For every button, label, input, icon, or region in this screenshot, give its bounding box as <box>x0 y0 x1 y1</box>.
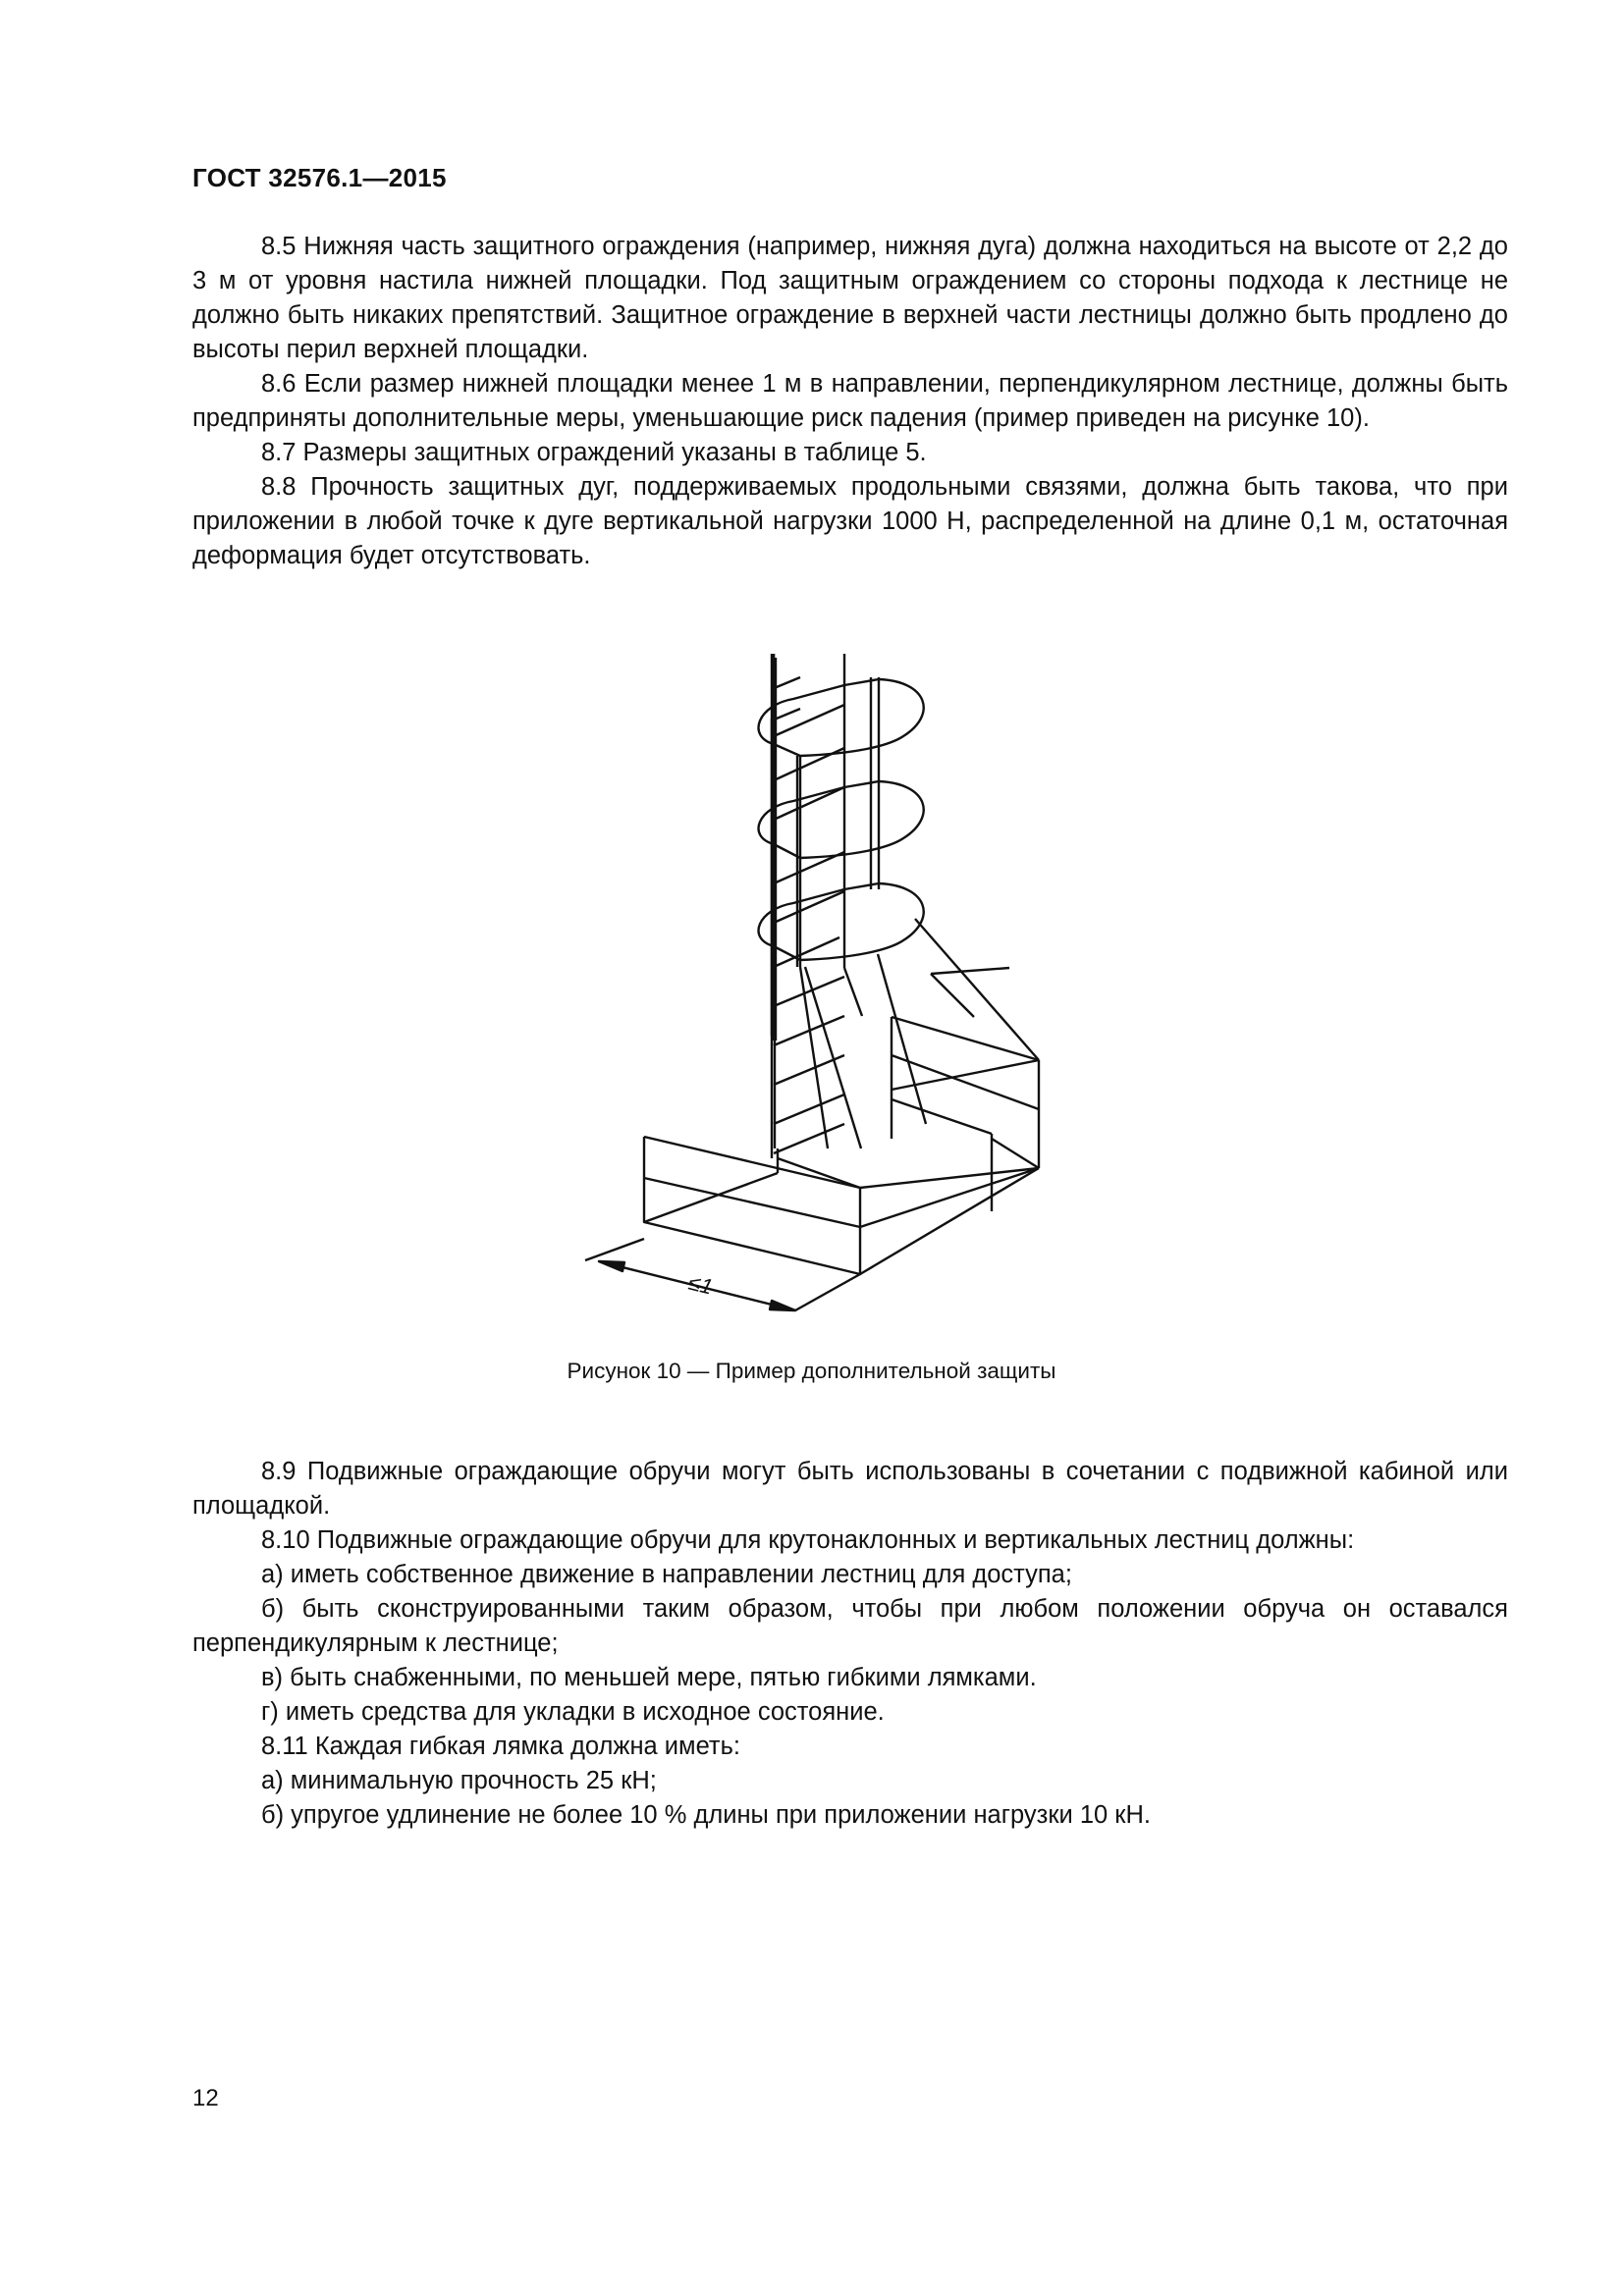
paragraph-8-9: 8.9 Подвижные ограждающие обручи могут быть использованы в сочетании с подвижной кабиной или площадкой. <box>192 1458 1508 1520</box>
dimension-line <box>585 1239 860 1310</box>
dimension-label: ≤1 <box>685 1269 716 1300</box>
text-block-bottom <box>192 1455 1508 1833</box>
figure-caption: Рисунок 10 — Пример дополнительной защиты <box>567 1359 1056 1383</box>
paragraph-8-10: 8.10 Подвижные ограждающие обручи для крутонаклонных и вертикальных лестниц должны: <box>261 1526 1355 1554</box>
list-item-g: г) иметь средства для укладки в исходное состояние. <box>261 1698 885 1726</box>
document-header: ГОСТ 32576.1—2015 <box>192 163 447 192</box>
paragraph-8-8: 8.8 Прочность защитных дуг, поддерживаемых продольными связями, должна быть такова, что при приложении в любой точке к дуге вертикальной нагрузки 1000 Н, распределенной на длине 0,1 м, остаточная деформация будет отсутствовать. <box>192 473 1508 569</box>
page-number: 12 <box>192 2085 219 2111</box>
figure-10-drawing <box>550 638 1139 1345</box>
list-item-a-strength: а) минимальную прочность 25 кН; <box>261 1767 657 1794</box>
paragraph-8-7: 8.7 Размеры защитных ограждений указаны в таблице 5. <box>261 439 927 466</box>
list-item-b-elongation: б) упругое удлинение не более 10 % длины при приложении нагрузки 10 кН. <box>261 1801 1151 1829</box>
paragraph-8-11: 8.11 Каждая гибкая лямка должна иметь: <box>261 1733 740 1760</box>
list-item-v: в) быть снабженными, по меньшей мере, пятью гибкими лямками. <box>261 1664 1037 1691</box>
lower-platform-box <box>644 1137 1039 1274</box>
ladder-rungs-diagonal <box>774 705 844 1153</box>
list-item-a: а) иметь собственное движение в направлении лестниц для доступа; <box>261 1561 1072 1588</box>
paragraph-8-5: 8.5 Нижняя часть защитного ограждения (например, нижняя дуга) должна находиться на высоте от 2,2 до 3 м от уровня настила нижней площадки. Под защитным ограждением со стороны подхода к лестнице не должно быть никаких препятствий. Защитное ограждение в верхней части лестницы должно быть продлено до высоты перил верхней площадки. <box>192 233 1508 363</box>
paragraph-8-6: 8.6 Если размер нижней площадки менее 1 м в направлении, перпендикулярном лестнице, должны быть предприняты дополнительные меры, уменьшающие риск падения (пример приведен на рисунке 10). <box>192 370 1508 432</box>
text-block-top <box>192 230 1508 573</box>
figure-10-structure <box>550 638 1139 1345</box>
list-item-b: б) быть сконструированными таким образом, чтобы при любом положении обруча он оставался перпендикулярным к лестнице; <box>192 1595 1508 1657</box>
